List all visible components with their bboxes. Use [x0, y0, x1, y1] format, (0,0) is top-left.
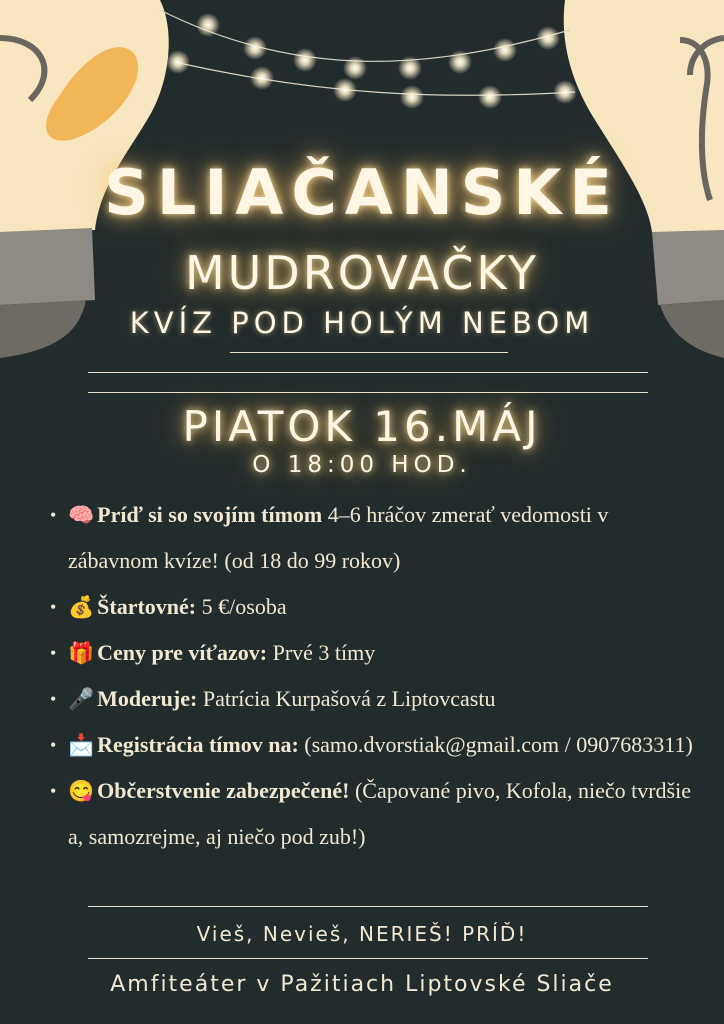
- microphone-icon: 🎤: [68, 687, 95, 711]
- item-bold: Štartovné:: [97, 594, 197, 619]
- poster-title-line2: MUDROVAČKY: [184, 246, 540, 300]
- bullet: •: [50, 643, 57, 663]
- bullet: •: [50, 597, 57, 617]
- event-time: O 18:00 HOD.: [252, 452, 472, 478]
- item-bold: Občerstvenie zabezpečené!: [97, 778, 350, 803]
- venue: Amfiteáter v Pažitiach Liptovské Sliače: [110, 972, 614, 997]
- list-item: [44, 584, 704, 630]
- money-bag-icon: 💰: [68, 595, 95, 619]
- list-item: [44, 676, 704, 722]
- slogan: Vieš, Nevieš, NERIEŠ! PRÍĎ!: [196, 922, 528, 946]
- item-text: 5 €/osoba: [196, 594, 287, 619]
- brain-icon: 🧠: [68, 503, 95, 527]
- string-lights: [160, 10, 577, 109]
- item-text: Prvé 3 tímy: [267, 640, 376, 665]
- bullet: •: [50, 505, 57, 525]
- divider: [88, 372, 648, 373]
- bullet: •: [50, 735, 57, 755]
- info-list: [44, 492, 704, 860]
- item-bold: Moderuje:: [97, 686, 198, 711]
- poster-subtitle: KVÍZ POD HOLÝM NEBOM: [129, 306, 595, 340]
- list-item: [44, 630, 704, 676]
- item-text: (samo.dvorstiak@gmail.com / 0907683311): [298, 732, 693, 757]
- divider: [88, 906, 648, 907]
- item-bold: Ceny pre víťazov:: [97, 640, 268, 665]
- list-item: [44, 768, 704, 860]
- item-text: (Čapované pivo, Kofola, niečo tvrdšie a, samozrejme, aj niečo pod zub!): [68, 778, 691, 849]
- gift-icon: 🎁: [68, 641, 95, 665]
- item-bold: Registrácia tímov na:: [97, 732, 299, 757]
- list-item: [44, 492, 704, 584]
- item-bold: Príď si so svojím tímom: [97, 502, 323, 527]
- envelope-icon: 📩: [68, 733, 95, 757]
- item-text: Patrícia Kurpašová z Liptovcastu: [197, 686, 496, 711]
- event-date: PIATOK 16.MÁJ: [182, 402, 542, 451]
- divider: [88, 958, 648, 959]
- divider-short: [230, 352, 508, 353]
- bullet: •: [50, 781, 57, 801]
- divider: [88, 392, 648, 393]
- list-item: [44, 722, 704, 768]
- smiley-icon: 😋: [68, 779, 95, 803]
- bullet: •: [50, 689, 57, 709]
- poster-title: SLIAČANSKÉ: [104, 156, 620, 229]
- item-text: 4–6 hráčov zmerať vedomosti v zábavnom kvíze! (od 18 do 99 rokov): [68, 502, 609, 573]
